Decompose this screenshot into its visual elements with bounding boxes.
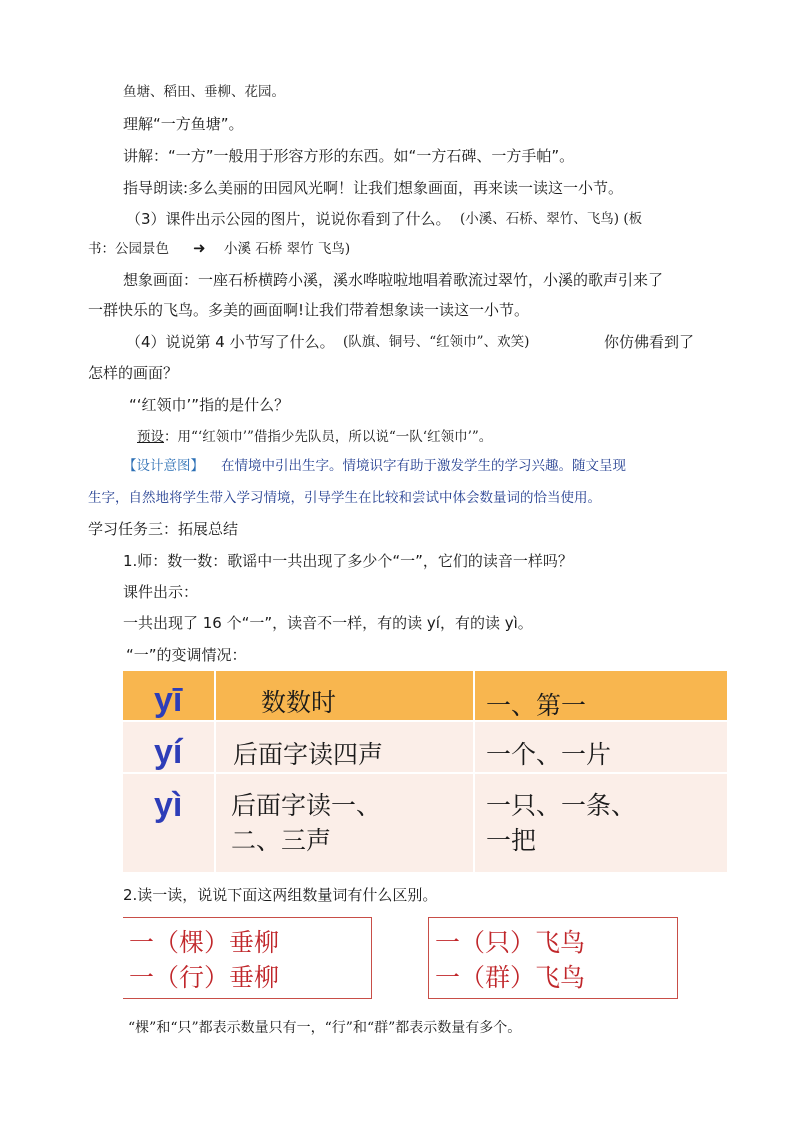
column-divider — [214, 671, 216, 872]
pinyin-yi4: yì — [154, 786, 183, 824]
design-intent-text: 在情境中引出生字。情境识字有助于激发学生的学习兴趣。随文呈现 — [221, 458, 626, 474]
text-line: 指导朗读:多么美丽的田园风光啊！让我们想象画面，再来读一读这一小节。 — [123, 179, 624, 197]
tone-examples: 一个、一片 — [486, 740, 612, 769]
pinyin-yi2: yí — [154, 733, 183, 771]
design-intent-label: 【设计意图】 — [123, 458, 204, 474]
text-line: 讲解：“一方”一般用于形容方形的东西。如“一方石碑、一方手帕”。 — [123, 147, 575, 165]
arrow-icon: ➜ — [193, 239, 206, 257]
text-line: 课件出示： — [123, 583, 199, 601]
text-line: “‘红领巾’”指的是什么？ — [129, 396, 290, 414]
design-intent-text: 生字，自然地将学生带入学习情境，引导学生在比较和尝试中体会数量词的恰当使用。 — [88, 490, 601, 506]
tone-rule: 后面字读一、 — [231, 791, 382, 820]
measure-word-box-left — [123, 917, 372, 999]
measure-phrase: 一（行）垂柳 — [129, 963, 280, 992]
measure-phrase: 一（只）飞鸟 — [435, 928, 586, 957]
question-2: 2.读一读，说说下面这两组数量词有什么区别。 — [123, 886, 438, 904]
pinyin-yi1: yī — [154, 681, 183, 719]
text-line: ：用“‘红领巾’”借指少先队员，所以说“一队‘红领巾’”。 — [164, 429, 493, 445]
text-line: (小溪、石桥、翠竹、飞鸟) (板 — [460, 211, 643, 227]
text-line: 1.师：数一数：歌谣中一共出现了多少个“一”，它们的读音一样吗？ — [123, 552, 573, 570]
tone-rule: 数数时 — [261, 688, 337, 717]
text-line: 一群快乐的飞鸟。多美的画面啊!让我们带着想象读一读这一小节。 — [88, 301, 530, 319]
tone-examples: 一只、一条、 — [486, 791, 637, 820]
conclusion: “棵”和“只”都表示数量只有一，“行”和“群”都表示数量有多个。 — [128, 1020, 522, 1036]
text-line: 一共出现了 16 个“一”，读音不一样，有的读 yí，有的读 yì。 — [123, 614, 533, 632]
text-line: (队旗、铜号、“红领巾”、欢笑) — [343, 334, 530, 350]
tone-rule: 后面字读四声 — [233, 740, 384, 769]
text-line: 小溪 石桥 翠竹 飞鸟) — [224, 241, 351, 257]
measure-word-box-right — [428, 917, 678, 999]
column-divider — [473, 671, 475, 872]
text-line: （4）说说第 4 小节写了什么。 — [126, 333, 335, 351]
text-line: 理解“一方鱼塘”。 — [123, 115, 244, 133]
text-line: 想象画面：一座石桥横跨小溪，溪水哗啦啦地唱着歌流过翠竹，小溪的歌声引来了 — [123, 271, 664, 289]
tone-table — [123, 671, 727, 872]
section-heading: 学习任务三：拓展总结 — [88, 520, 239, 538]
measure-phrase: 一（群）飞鸟 — [435, 963, 586, 992]
tone-rule: 二、三声 — [231, 826, 332, 855]
text-line: 书：公园景色 — [88, 241, 169, 257]
tone-examples: 一把 — [486, 826, 537, 855]
measure-phrase: 一（棵）垂柳 — [129, 928, 280, 957]
tone-examples: 一、第一 — [486, 691, 587, 720]
text-line: 怎样的画面？ — [88, 364, 179, 382]
text-line: 鱼塘、稻田、垂柳、花园。 — [123, 84, 285, 100]
preset-label: 预设 — [137, 429, 164, 445]
text-line: 你仿佛看到了 — [604, 333, 695, 351]
text-line: “一”的变调情况： — [126, 646, 247, 664]
text-line: （3）课件出示公园的图片，说说你看到了什么。 — [126, 210, 451, 228]
